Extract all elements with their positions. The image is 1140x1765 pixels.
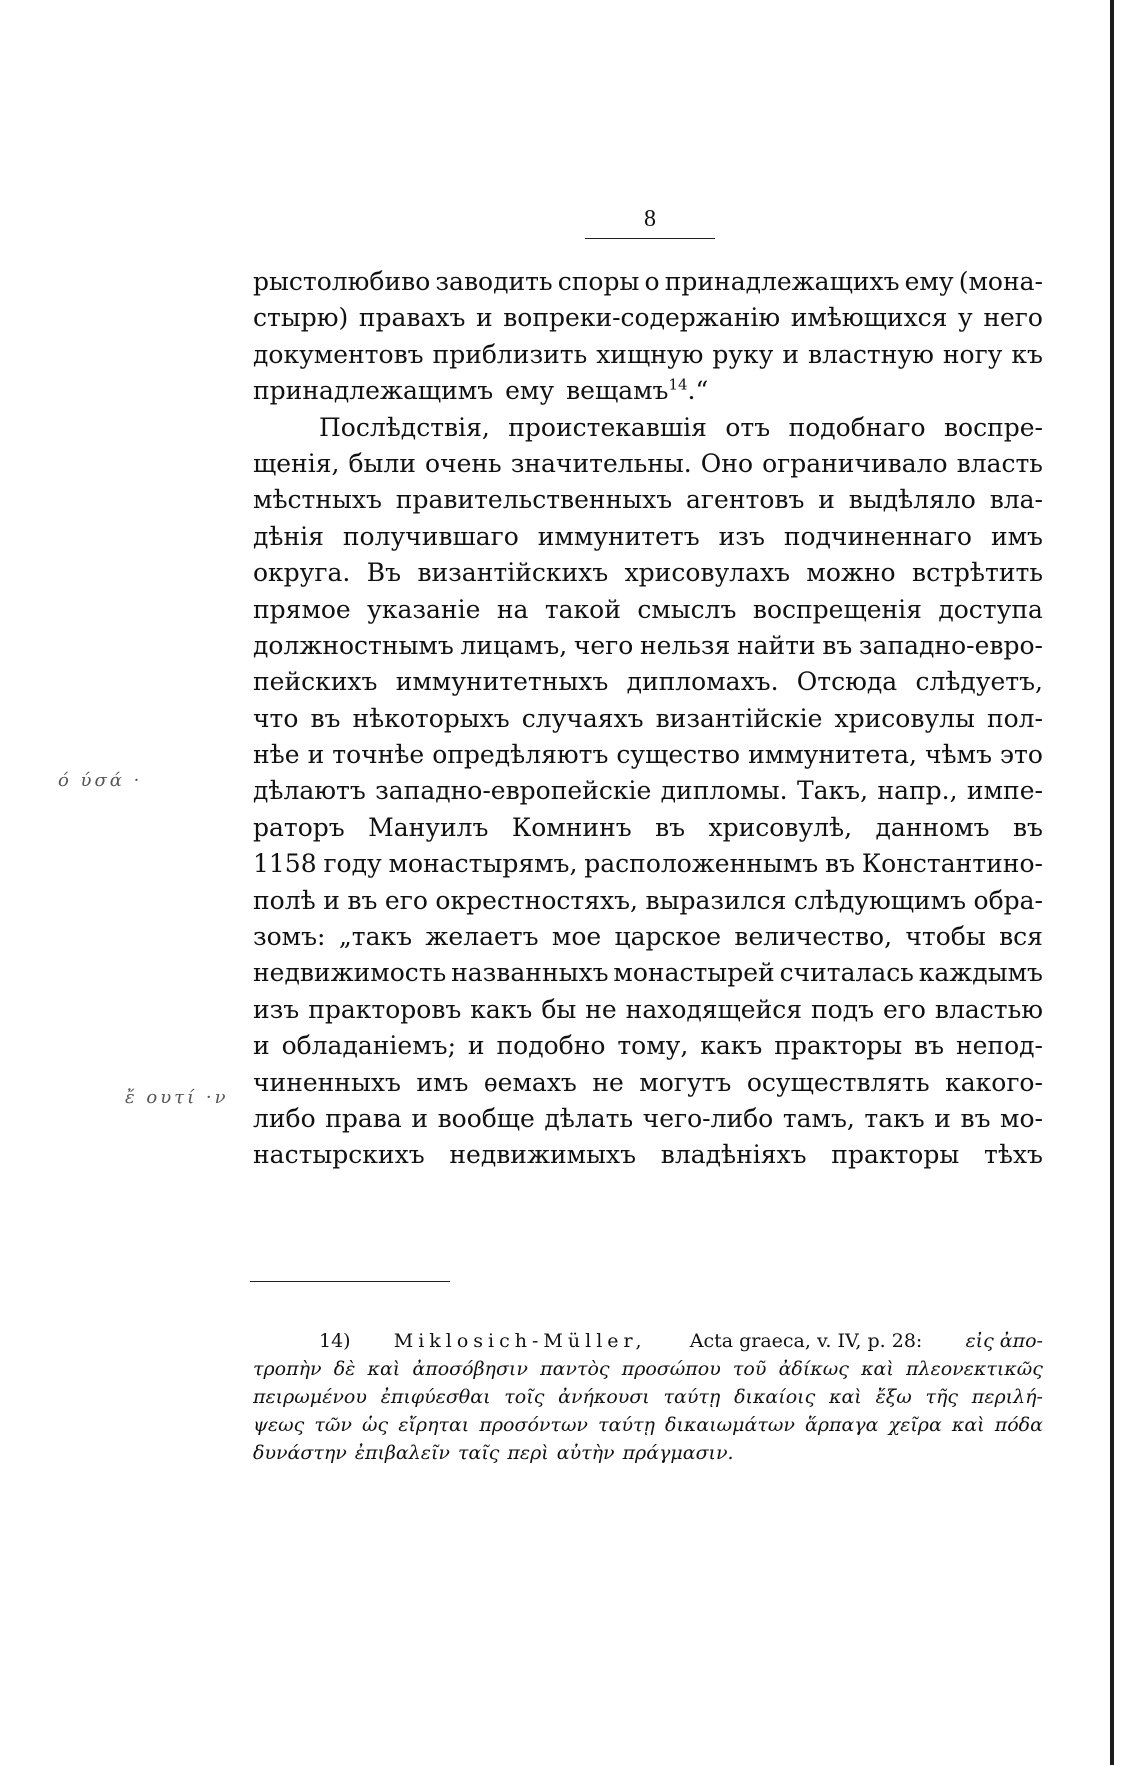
text-line: документовъ приблизить хищную руку и властную ногу къ [253,339,1043,369]
text-line: дѣнія получившаго иммунитетъ изъ подчиненнаго имъ [253,521,1043,551]
text-line: зомъ: „такъ желаетъ мое царское величество, чтобы вся [253,922,1043,952]
text-line: стырю) правахъ и вопреки-содержанію имѣющихся у него [253,303,1043,333]
text-line: дѣлаютъ западно-европейскіе дипломы. Такъ, напр., импе- [253,776,1043,806]
footnote-line: τροπὴν δὲ καὶ ἀποσόβησιν παντὸς προσώπου τοῦ ἀδίκως καὶ πλεονεκτικῶς [253,1358,1043,1380]
text-line: Послѣдствія, проистекавшія отъ подобнаго воспре- [319,412,1043,442]
footnote-source: Acta graeca, v. IV, p. 28: [689,1330,923,1352]
footnote-reference: 14 [668,375,688,394]
text-line: нѣе и точнѣе опредѣляютъ существо иммунитета, чѣмъ это [253,740,1043,770]
text-line: что въ нѣкоторыхъ случаяхъ византійскіе хрисовулы пол- [253,703,1043,733]
text-line: либо права и вообще дѣлать чего-либо тамъ, такъ и въ мо- [253,1103,1043,1133]
text-line: 1158 году монастырямъ, расположеннымъ въ Константино- [253,849,1043,879]
text-line: должностнымъ лицамъ, чего нельзя найти въ западно-евро- [253,630,1043,660]
text-line: изъ практоровъ какъ бы не находящейся подъ его властью [253,994,1043,1024]
text-line: щенія, были очень значительны. Оно ограничивало власть [253,448,1043,478]
text-line: полѣ и въ его окрестностяхъ, выразился слѣдующимъ обра- [253,885,1043,915]
text-line: раторъ Мануилъ Комнинъ въ хрисовулѣ, данномъ въ [253,812,1043,842]
text-line: мѣстныхъ правительственныхъ агентовъ и выдѣляло вла- [253,485,1043,515]
text-line: недвижимость названныхъ монастырей считалась каждымъ [253,958,1043,988]
body-text [253,264,1043,1174]
page-edge-line [1110,0,1114,1765]
footnote-line: πειρωμένου ἐπιφύεσθαι τοῖς ἀνήκουσι ταύτῃ δικαίοις καὶ ἔξω τῆς περιλή- [253,1386,1043,1408]
margin-note: ό ύσά · [58,770,143,791]
page-number: 8 [644,206,656,232]
footnote [253,1327,1043,1467]
footnote-greek-start: εἰς ἀπο- [965,1330,1043,1352]
text-line: чиненныхъ имъ ѳемахъ не могутъ осуществлять какого- [253,1067,1043,1097]
footnote-line: δυνάστην ἐπιβαλεῖν ταῖς περὶ αὐτὴν πράγμασιν. [253,1442,734,1464]
text-line: округа. Въ византійскихъ хрисовулахъ можно встрѣтить [253,558,1043,588]
footnote-line [253,1327,1043,1355]
text-line: рыстолюбиво заводить споры о принадлежащихъ ему (мона- [253,267,1043,296]
footnote-number: 14) [319,1330,351,1352]
footnote-authors: Miklosich-Müller, [393,1330,647,1352]
footnote-line: ψεως τῶν ὡς εἴρηται προσόντων ταύτῃ δικαιωμάτων ἅρπαγα χεῖρα καὶ πόδα [253,1414,1043,1436]
text-line: пейскихъ иммунитетныхъ дипломахъ. Отсюда слѣдуетъ, [253,667,1043,697]
text-line: и обладаніемъ; и подобно тому, какъ практоры въ непод- [253,1031,1043,1061]
text-line: прямое указаніе на такой смыслъ воспрещенія доступа [253,594,1043,624]
page-number-rule [585,238,715,239]
text-line: принадлежащимъ ему вещамъ$^{14}$.“ [253,375,709,406]
text-line: настырскихъ недвижимыхъ владѣніяхъ практоры тѣхъ [253,1140,1043,1170]
margin-note: ἔ ουτί ·ν [125,1087,229,1108]
footnote-rule [250,1281,450,1282]
